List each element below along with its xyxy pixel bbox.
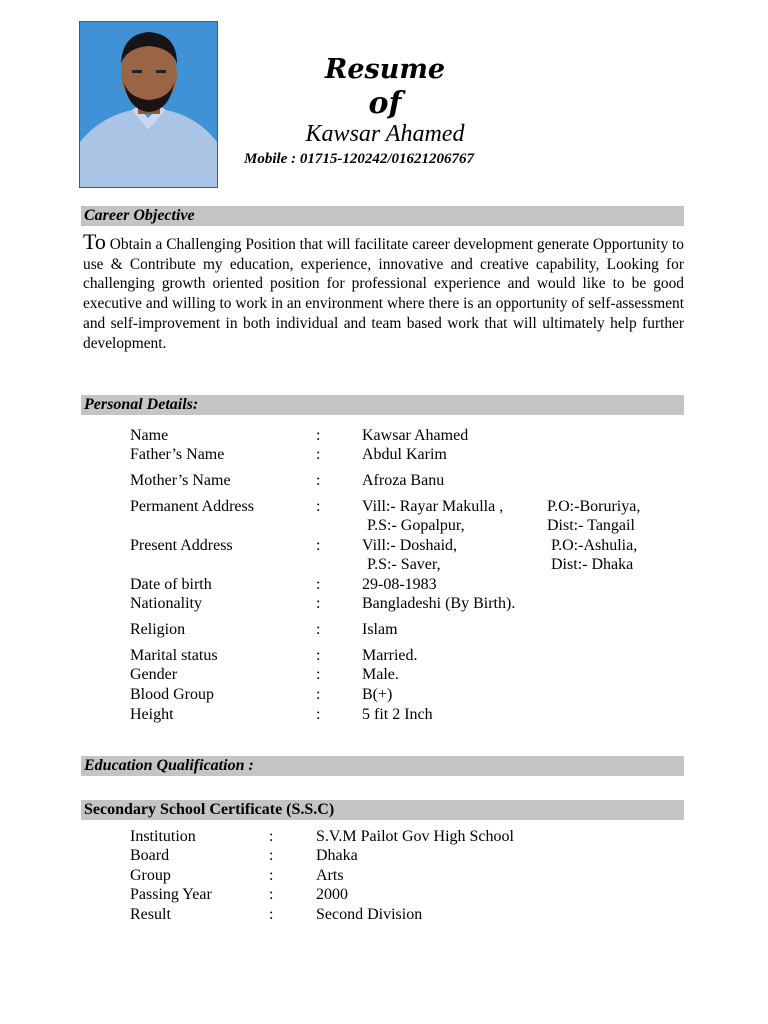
personal-details-heading: Personal Details: xyxy=(81,395,684,415)
permanent-address-ps: P.S:- Gopalpur, xyxy=(367,517,465,534)
label-result: Result xyxy=(130,906,171,923)
objective-body: Obtain a Challenging Position that will facilitate career development generate Opportunity to use & Contribute my education, experience, innovative and creative capability, Looking for challenging growth oriented position for professional experience and would like to be good executive and willing to work in an environment where there is an opportunity of self-assessment and self-improvement in both individual and team based work that will ultimately help further development. xyxy=(83,236,684,352)
label-board: Board xyxy=(130,847,170,864)
value-blood-group: B(+) xyxy=(362,686,393,703)
value-gender: Male. xyxy=(362,666,399,683)
value-group: Arts xyxy=(316,867,344,884)
resume-title-of: of xyxy=(368,86,402,121)
label-height: Height xyxy=(130,706,174,723)
education-heading: Education Qualification : xyxy=(81,756,684,776)
label-institution: Institution xyxy=(130,828,196,845)
label-mother-name: Mother’s Name xyxy=(130,472,231,489)
mobile-number: Mobile : 01715-120242/01621206767 xyxy=(244,151,474,167)
colon: : xyxy=(316,706,321,723)
present-address-district: Dist:- Dhaka xyxy=(551,556,634,573)
present-address-po: P.O:-Ashulia, xyxy=(551,537,638,554)
label-date-of-birth: Date of birth xyxy=(130,576,212,593)
colon: : xyxy=(316,576,321,593)
profile-photo xyxy=(79,21,218,188)
colon: : xyxy=(316,537,321,554)
value-institution: S.V.M Pailot Gov High School xyxy=(316,828,514,845)
permanent-address-po: P.O:-Boruriya, xyxy=(547,498,641,515)
ssc-heading: Secondary School Certificate (S.S.C) xyxy=(81,800,684,820)
colon: : xyxy=(316,498,321,515)
objective-lead: To xyxy=(83,229,106,254)
label-gender: Gender xyxy=(130,666,178,683)
colon: : xyxy=(269,828,274,845)
value-nationality: Bangladeshi (By Birth). xyxy=(362,595,516,612)
colon: : xyxy=(316,647,321,664)
colon: : xyxy=(316,621,321,638)
value-religion: Islam xyxy=(362,621,398,638)
value-father-name: Abdul Karim xyxy=(362,446,447,463)
label-present-address: Present Address xyxy=(130,537,233,554)
label-name: Name xyxy=(130,427,169,444)
value-date-of-birth: 29-08-1983 xyxy=(362,576,437,593)
label-nationality: Nationality xyxy=(130,595,202,612)
permanent-address-village: Vill:- Rayar Makulla , xyxy=(362,498,504,515)
colon: : xyxy=(316,427,321,444)
value-marital-status: Married. xyxy=(362,647,418,664)
value-board: Dhaka xyxy=(316,847,358,864)
value-passing-year: 2000 xyxy=(316,886,348,903)
label-group: Group xyxy=(130,867,171,884)
value-height: 5 fit 2 Inch xyxy=(362,706,433,723)
colon: : xyxy=(316,666,321,683)
value-result: Second Division xyxy=(316,906,423,923)
colon: : xyxy=(316,472,321,489)
label-permanent-address: Permanent Address xyxy=(130,498,254,515)
colon: : xyxy=(269,847,274,864)
career-objective-text xyxy=(83,229,684,353)
colon: : xyxy=(269,867,274,884)
colon: : xyxy=(316,446,321,463)
label-blood-group: Blood Group xyxy=(130,686,214,703)
value-name: Kawsar Ahamed xyxy=(362,427,469,444)
colon: : xyxy=(316,686,321,703)
value-mother-name: Afroza Banu xyxy=(362,472,445,489)
colon: : xyxy=(316,595,321,612)
label-marital-status: Marital status xyxy=(130,647,218,664)
colon: : xyxy=(269,886,274,903)
candidate-name: Kawsar Ahamed xyxy=(305,121,465,147)
label-passing-year: Passing Year xyxy=(130,886,212,903)
permanent-address-district: Dist:- Tangail xyxy=(547,517,635,534)
label-father-name: Father’s Name xyxy=(130,446,225,463)
present-address-village: Vill:- Doshaid, xyxy=(362,537,458,554)
present-address-ps: P.S:- Saver, xyxy=(367,556,441,573)
label-religion: Religion xyxy=(130,621,186,638)
resume-title: Resume xyxy=(324,54,446,85)
colon: : xyxy=(269,906,274,923)
career-objective-heading: Career Objective xyxy=(81,206,684,226)
